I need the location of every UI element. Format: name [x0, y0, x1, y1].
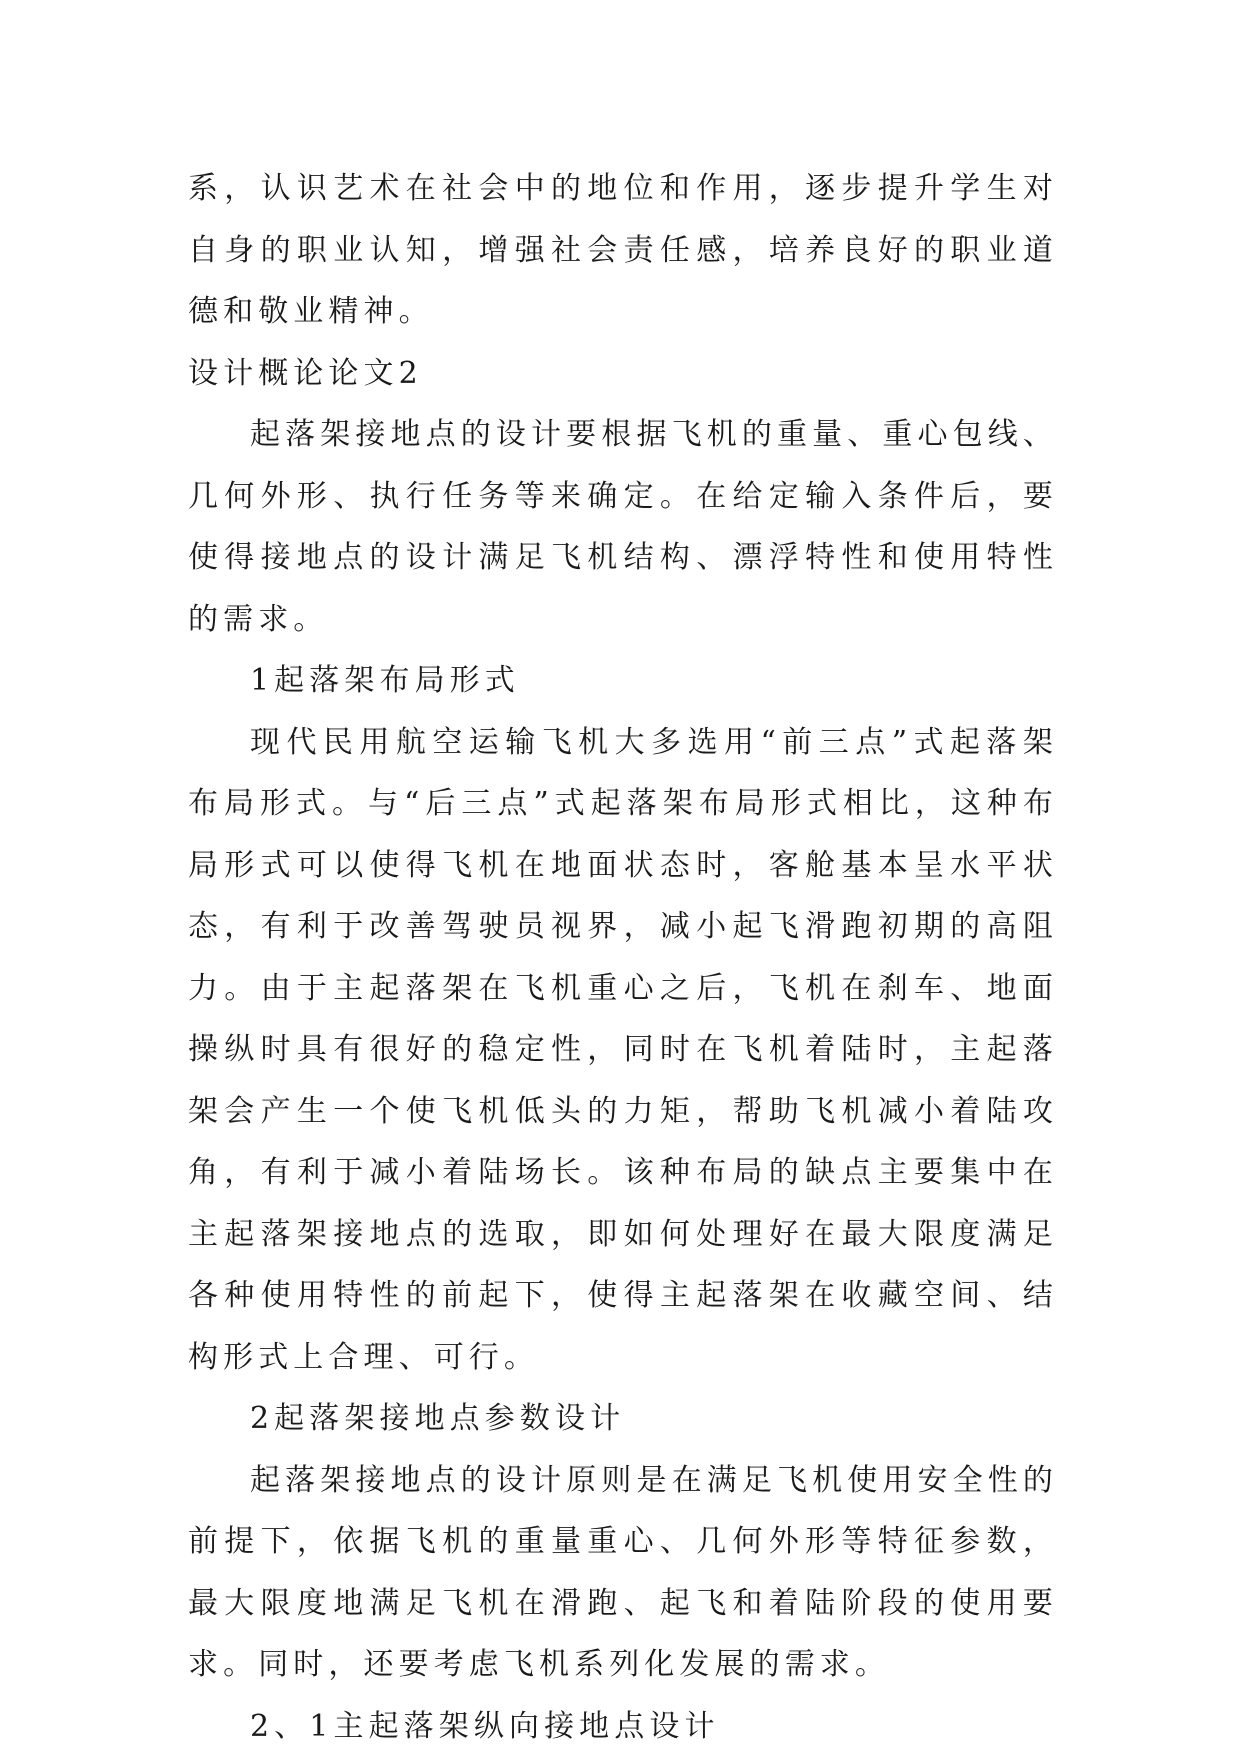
- heading-2-1: 2、1主起落架纵向接地点设计: [188, 1696, 1058, 1757]
- paragraph-continuation: 系，认识艺术在社会中的地位和作用，逐步提升学生对自身的职业认知，增强社会责任感，培养良好的职业道德和敬业精神。: [188, 158, 1058, 343]
- paragraph-intro: 起落架接地点的设计要根据飞机的重量、重心包线、几何外形、执行任务等来确定。在给定输入条件后，要使得接地点的设计满足飞机结构、漂浮特性和使用特性的需求。: [188, 404, 1058, 650]
- paragraph-design-principle: 起落架接地点的设计原则是在满足飞机使用安全性的前提下，依据飞机的重量重心、几何外形等特征参数，最大限度地满足飞机在滑跑、起飞和着陆阶段的使用要求。同时，还要考虑飞机系列化发展的需求。: [188, 1450, 1058, 1696]
- heading-1: 1起落架布局形式: [188, 650, 1058, 712]
- heading-2: 2起落架接地点参数设计: [188, 1388, 1058, 1450]
- section-title: 设计概论论文2: [188, 343, 1058, 405]
- paragraph-layout: 现代民用航空运输飞机大多选用“前三点”式起落架布局形式。与“后三点”式起落架布局形式相比，这种布局形式可以使得飞机在地面状态时，客舱基本呈水平状态，有利于改善驾驶员视界，减小起飞滑跑初期的高阻力。由于主起落架在飞机重心之后，飞机在刹车、地面操纵时具有很好的稳定性，同时在飞机着陆时，主起落架会产生一个使飞机低头的力矩，帮助飞机减小着陆攻角，有利于减小着陆场长。该种布局的缺点主要集中在主起落架接地点的选取，即如何处理好在最大限度满足各种使用特性的前起下，使得主起落架在收藏空间、结构形式上合理、可行。: [188, 712, 1058, 1389]
- document-body: [188, 158, 1058, 1757]
